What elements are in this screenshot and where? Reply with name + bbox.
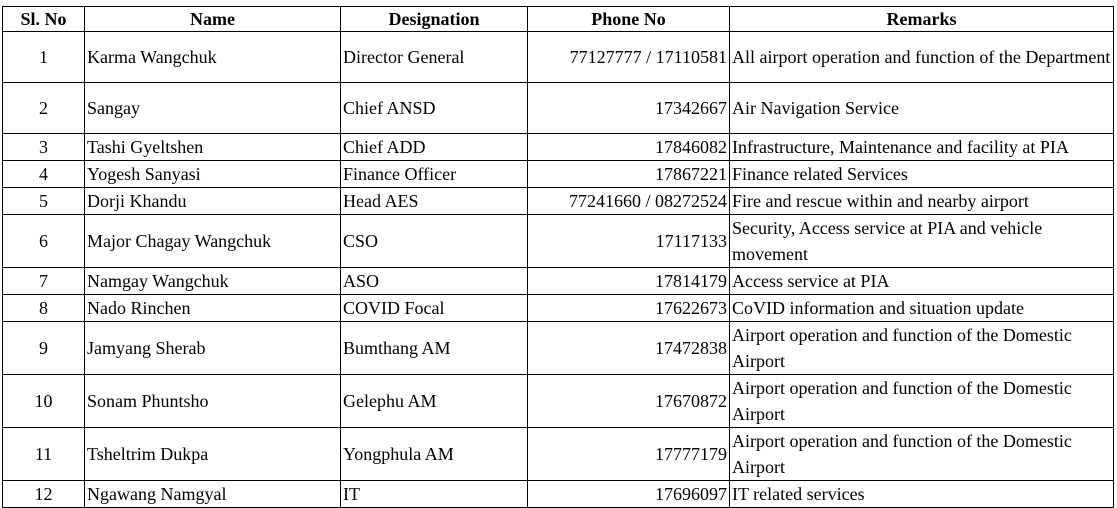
- cell-sl-no: 12: [3, 481, 85, 508]
- table-row: [3, 322, 1114, 375]
- table-row: [3, 83, 1114, 134]
- cell-designation: Yongphula AM: [341, 428, 528, 481]
- cell-name: Sonam Phuntsho: [85, 375, 341, 428]
- cell-phone: 17670872: [528, 375, 730, 428]
- header-designation: Designation: [341, 7, 528, 32]
- cell-name: Dorji Khandu: [85, 188, 341, 215]
- cell-sl-no: 4: [3, 161, 85, 188]
- header-remarks: Remarks: [730, 7, 1114, 32]
- cell-designation: Head AES: [341, 188, 528, 215]
- table-row: [3, 428, 1114, 481]
- cell-remarks: Access service at PIA: [730, 268, 1114, 295]
- cell-sl-no: 8: [3, 295, 85, 322]
- cell-remarks: Airport operation and function of the Domestic Airport: [730, 428, 1114, 481]
- cell-designation: IT: [341, 481, 528, 508]
- cell-designation: Chief ANSD: [341, 83, 528, 134]
- cell-phone: 77241660 / 08272524: [528, 188, 730, 215]
- cell-phone: 17622673: [528, 295, 730, 322]
- cell-remarks: Airport operation and function of the Domestic Airport: [730, 375, 1114, 428]
- table-row: [3, 134, 1114, 161]
- table-row: [3, 268, 1114, 295]
- cell-name: Namgay Wangchuk: [85, 268, 341, 295]
- cell-remarks: IT related services: [730, 481, 1114, 508]
- table-row: [3, 481, 1114, 508]
- cell-designation: Chief ADD: [341, 134, 528, 161]
- cell-sl-no: 1: [3, 32, 85, 83]
- cell-designation: CSO: [341, 215, 528, 268]
- table-row: [3, 295, 1114, 322]
- table-row: [3, 375, 1114, 428]
- header-phone-no: Phone No: [528, 7, 730, 32]
- cell-phone: 17117133: [528, 215, 730, 268]
- cell-phone: 17342667: [528, 83, 730, 134]
- table-row: [3, 215, 1114, 268]
- cell-sl-no: 11: [3, 428, 85, 481]
- contact-table: [2, 6, 1114, 508]
- cell-remarks: Fire and rescue within and nearby airport: [730, 188, 1114, 215]
- cell-designation: ASO: [341, 268, 528, 295]
- cell-remarks: Security, Access service at PIA and vehicle movement: [730, 215, 1114, 268]
- cell-phone: 17777179: [528, 428, 730, 481]
- cell-designation: Gelephu AM: [341, 375, 528, 428]
- cell-sl-no: 3: [3, 134, 85, 161]
- cell-remarks: Airport operation and function of the Domestic Airport: [730, 322, 1114, 375]
- cell-phone: 17814179: [528, 268, 730, 295]
- cell-designation: Finance Officer: [341, 161, 528, 188]
- cell-name: Sangay: [85, 83, 341, 134]
- cell-name: Nado Rinchen: [85, 295, 341, 322]
- cell-name: Karma Wangchuk: [85, 32, 341, 83]
- cell-phone: 17472838: [528, 322, 730, 375]
- cell-name: Jamyang Sherab: [85, 322, 341, 375]
- cell-sl-no: 9: [3, 322, 85, 375]
- header-sl-no: Sl. No: [3, 7, 85, 32]
- cell-sl-no: 7: [3, 268, 85, 295]
- header-name: Name: [85, 7, 341, 32]
- header-row: [3, 7, 1114, 32]
- cell-phone: 17696097: [528, 481, 730, 508]
- cell-name: Tashi Gyeltshen: [85, 134, 341, 161]
- cell-sl-no: 2: [3, 83, 85, 134]
- cell-designation: Bumthang AM: [341, 322, 528, 375]
- cell-name: Ngawang Namgyal: [85, 481, 341, 508]
- table-row: [3, 32, 1114, 83]
- cell-designation: Director General: [341, 32, 528, 83]
- cell-remarks: All airport operation and function of the Department: [730, 32, 1114, 83]
- cell-name: Major Chagay Wangchuk: [85, 215, 341, 268]
- cell-phone: 17846082: [528, 134, 730, 161]
- cell-designation: COVID Focal: [341, 295, 528, 322]
- cell-sl-no: 5: [3, 188, 85, 215]
- cell-name: Yogesh Sanyasi: [85, 161, 341, 188]
- cell-sl-no: 6: [3, 215, 85, 268]
- cell-remarks: CoVID information and situation update: [730, 295, 1114, 322]
- table-row: [3, 161, 1114, 188]
- cell-phone: 77127777 / 17110581: [528, 32, 730, 83]
- cell-phone: 17867221: [528, 161, 730, 188]
- cell-remarks: Air Navigation Service: [730, 83, 1114, 134]
- cell-name: Tsheltrim Dukpa: [85, 428, 341, 481]
- cell-remarks: Infrastructure, Maintenance and facility at PIA: [730, 134, 1114, 161]
- cell-sl-no: 10: [3, 375, 85, 428]
- table-row: [3, 188, 1114, 215]
- cell-remarks: Finance related Services: [730, 161, 1114, 188]
